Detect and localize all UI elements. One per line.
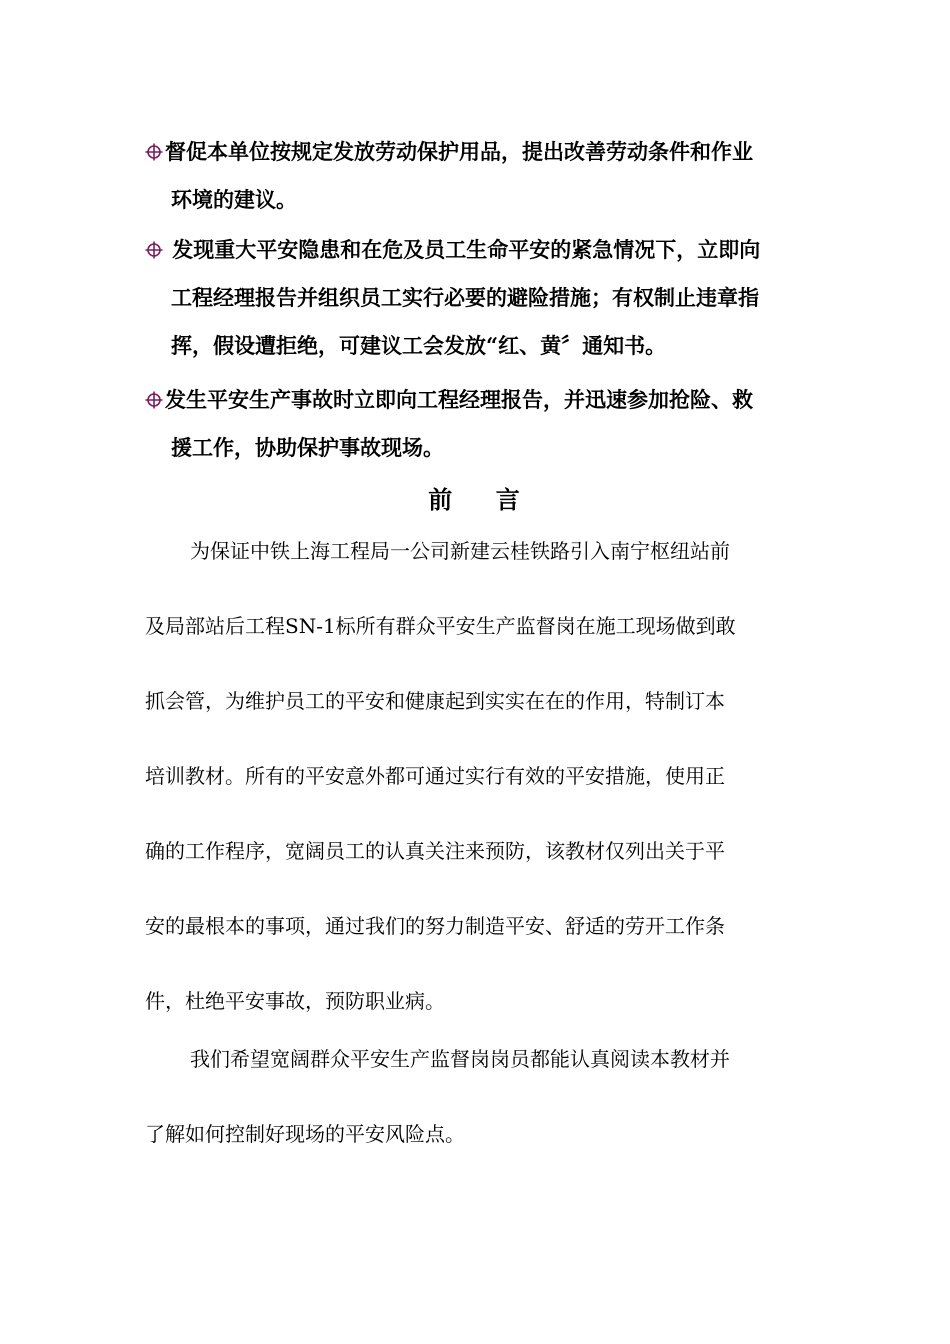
bullet-item-2 xyxy=(145,226,810,370)
paragraph-line: 安的最根本的事项，通过我们的努力制造平安、舒适的劳开工作条 xyxy=(145,914,725,938)
bullet-line xyxy=(145,376,810,424)
paragraph-line: 及局部站后工程SN-1标所有群众平安生产监督岗在施工现场做到敢 xyxy=(145,614,736,638)
bullet-line: 工程经理报告并组织员工实行必要的避险措施；有权制止违章指 xyxy=(171,285,759,310)
bullet-text: 发生平安生产事故时立即向工程经理报告，并迅速参加抢险、救 xyxy=(165,387,753,412)
bullet-line: 挥，假设遭拒绝，可建议工会发放“红、黄〞通知书。 xyxy=(171,333,667,358)
paragraph-line: 了解如何控制好现场的平安风险点。 xyxy=(145,1122,465,1146)
preface-paragraph-1 xyxy=(145,514,810,1039)
preface-paragraph-2 xyxy=(145,1022,810,1172)
bullet-line: 环境的建议。 xyxy=(171,187,297,212)
circle-crosshair-bullet-icon xyxy=(145,391,163,409)
paragraph-line: 我们希望宽阔群众平安生产监督岗岗员都能认真阅读本教材并 xyxy=(190,1047,730,1071)
bullet-item-1 xyxy=(145,128,810,224)
preface-title: 前 言 xyxy=(428,485,522,514)
paragraph-line: 培训教材。所有的平安意外都可通过实行有效的平安措施，使用正 xyxy=(145,764,725,788)
bullet-line xyxy=(145,128,810,176)
circle-crosshair-bullet-icon xyxy=(145,241,163,259)
paragraph-line: 确的工作程序，宽阔员工的认真关注来预防，该教材仅列出关于平 xyxy=(145,839,725,863)
paragraph-line: 件，杜绝平安事故，预防职业病。 xyxy=(145,989,445,1013)
bullet-line xyxy=(145,226,810,274)
bullet-line: 援工作，协助保护事故现场。 xyxy=(171,435,444,460)
paragraph-line: 抓会管，为维护员工的平安和健康起到实实在在的作用，特制订本 xyxy=(145,689,725,713)
bullet-text: 督促本单位按规定发放劳动保护用品，提出改善劳动条件和作业 xyxy=(165,139,753,164)
paragraph-line: 为保证中铁上海工程局一公司新建云桂铁路引入南宁枢纽站前 xyxy=(190,539,730,563)
bullet-item-3 xyxy=(145,376,810,472)
circle-crosshair-bullet-icon xyxy=(145,143,163,161)
bullet-text: 发现重大平安隐患和在危及员工生命平安的紧急情况下，立即向 xyxy=(165,237,761,262)
